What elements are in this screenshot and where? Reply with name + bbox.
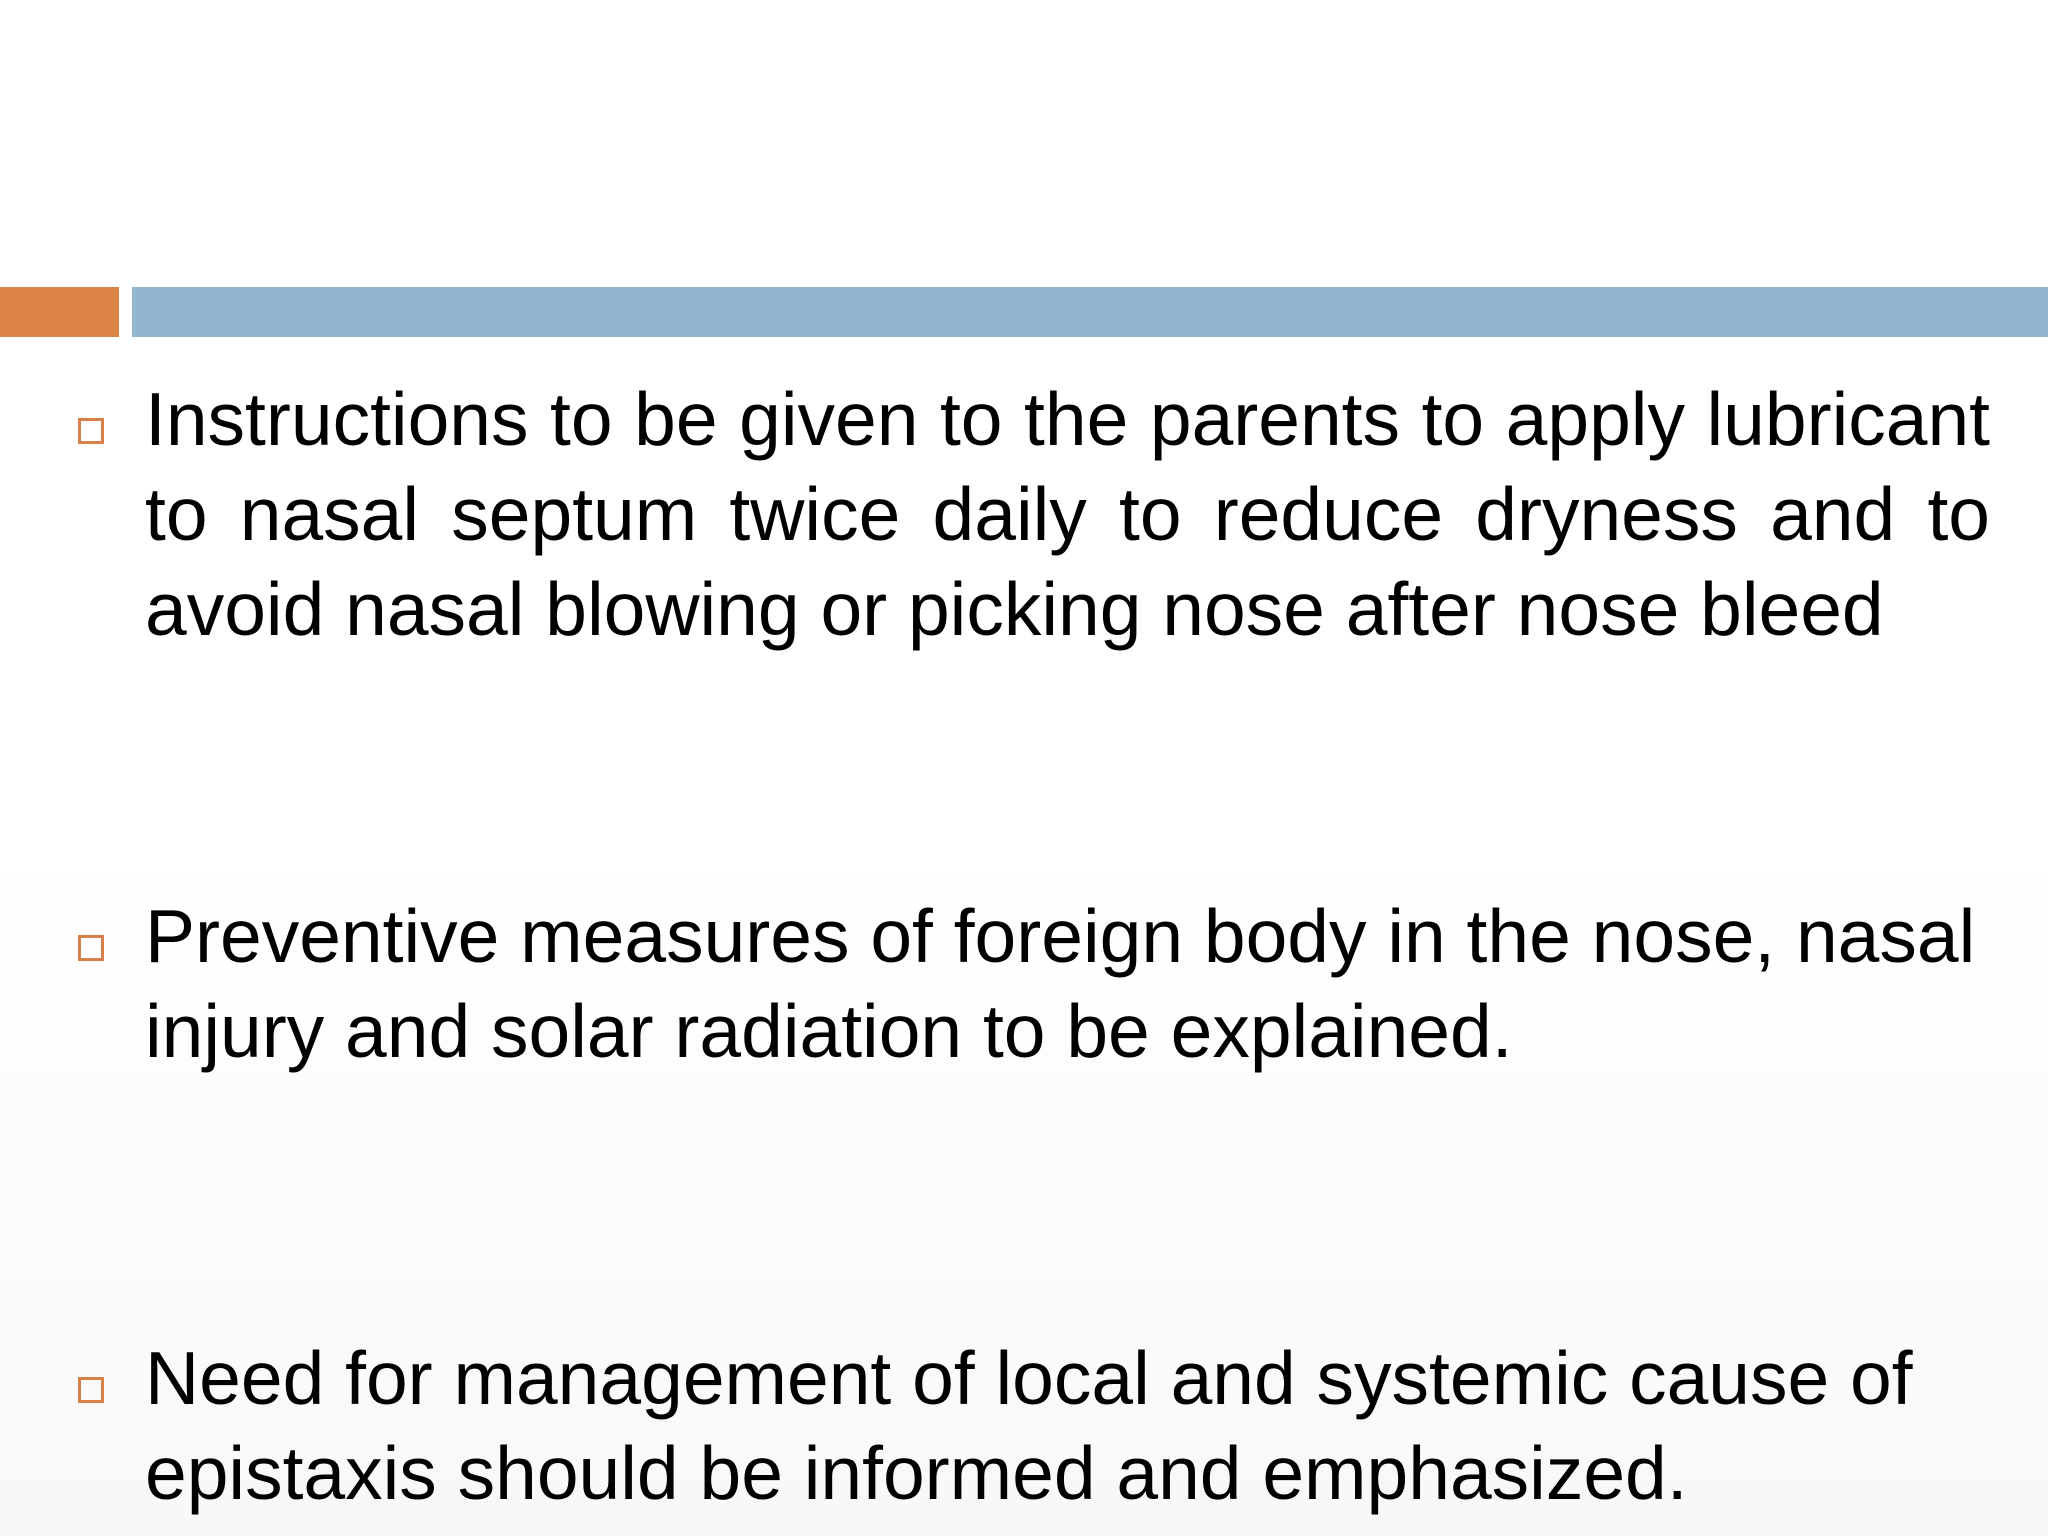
bullet-text-instructions: Instructions to be given to the parents to apply lubricant to nasal septum twice daily to reduce dryness and to avoid nasal blowing or picking nose after nose bleed [145,377,1990,651]
bullet-square-icon [78,418,104,444]
bullet-square-icon [78,935,104,961]
header-accent-blue-bar [132,287,2048,337]
bullet-text-preventive-measures: Preventive measures of foreign body in the nose, nasal injury and solar radiation to be explained. [145,894,1976,1073]
header-accent-orange-bar [0,287,119,337]
bullet-square-icon [78,1377,104,1403]
bullet-text-management: Need for management of local and systemic cause of epistaxis should be informed and emphasized. [145,1336,1913,1515]
